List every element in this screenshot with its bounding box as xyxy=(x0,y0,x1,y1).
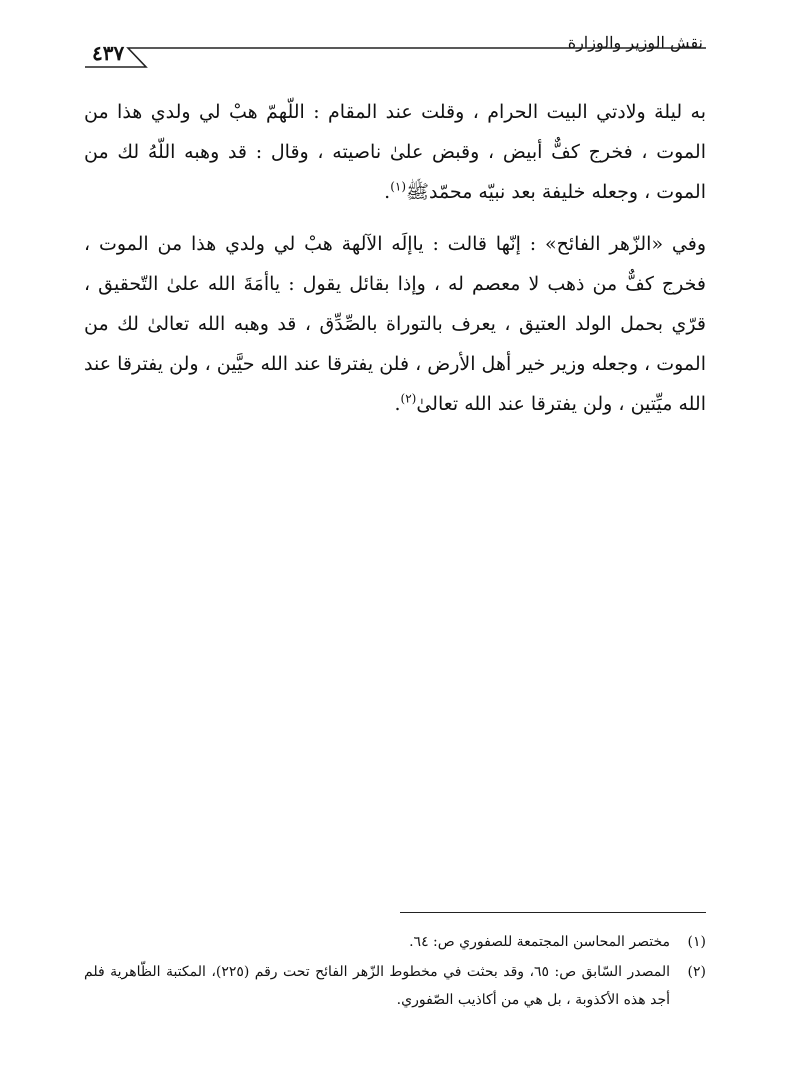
page-number: ٤٣٧ xyxy=(92,41,125,65)
paragraph-text: به ليلة ولادتي البيت الحرام ، وقلت عند المقام : اللّهمّ هبْ لي ولدي هذا من الموت ، فخرج كفٌّ أبيض ، وقبض علىٰ ناصيته ، وقال : قد وهبه اللّهُ لك من الموت ، وجعله خليفة بعد نبيّه محمّدﷺ xyxy=(84,101,706,203)
header-rule-line xyxy=(85,48,706,67)
footnote-number: (١) xyxy=(687,934,706,950)
footnote-reference: (٢) xyxy=(400,391,417,406)
footnote xyxy=(84,958,706,1014)
footnote-reference: (١) xyxy=(390,179,407,194)
footnote xyxy=(84,928,706,956)
header-rule xyxy=(0,0,791,80)
footnotes xyxy=(84,928,706,1016)
running-title: نقش الوزير والوزارة xyxy=(567,33,703,52)
paragraph-end: . xyxy=(394,393,401,415)
paragraph-end: . xyxy=(384,181,391,203)
footnote-text: مختصر المحاسن المجتمعة للصفوري ص: ٦٤. xyxy=(409,934,670,950)
paragraph xyxy=(84,224,706,424)
footnote-text: المصدر السّابق ص: ٦٥، وقد بحثت في مخطوط الزّهر الفائح تحت رقم (٢٢٥)، المكتبة الظّاهرية فلم أجد هذه الأكذوبة ، بل هي من أكاذيب الصّفوري. xyxy=(84,964,670,1008)
footnote-number: (٢) xyxy=(687,964,706,980)
paragraph-text: وفي «الزّهر الفائح» : إنّها قالت : ياإلَه الآلهة هبْ لي ولدي هذا من الموت ، فخرج كفٌّ من ذهب لا معصم له ، وإذا بقائل يقول : ياأمَةَ الله علىٰ التّحقيق ، قرّي بحمل الولد العتيق ، يعرف بالتوراة بالصِّدِّق ، قد وهبه الله تعالىٰ لك من الموت ، وجعله وزير خير أهل الأرض ، فلن يفترقا عند الله حيَّين ، ولن يفترقا عند الله ميِّتين ، ولن يفترقا عند الله تعالىٰ xyxy=(84,233,706,415)
footnote-separator xyxy=(400,912,706,913)
main-text xyxy=(84,92,706,424)
paragraph xyxy=(84,92,706,212)
